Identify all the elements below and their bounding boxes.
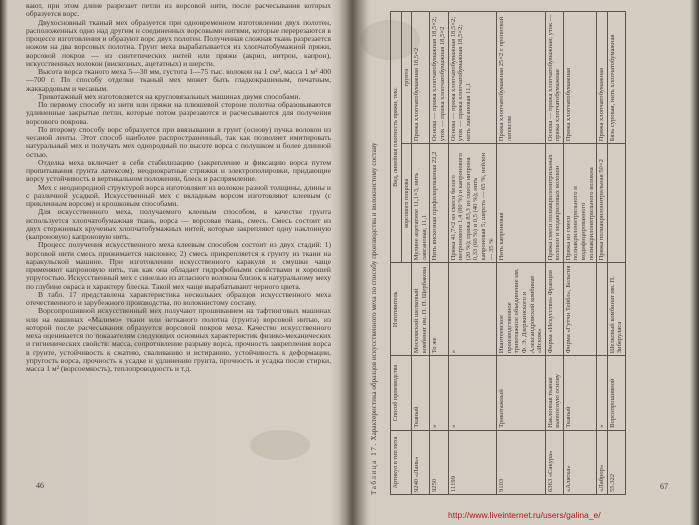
cell-article: 9250 xyxy=(430,430,448,494)
cell-method: Тканый xyxy=(412,356,430,431)
cell-maker: То же xyxy=(430,263,448,356)
cell-ground: Пряжа хлопчатобумажная 25×2 с пропиткой латексом xyxy=(497,12,546,144)
header-article: Артикул и тип меха xyxy=(391,430,412,494)
cell-article: 6363 «Сакура» xyxy=(545,430,563,494)
cell-pile: Пряжа из смеси полиакрилонитрильного и модифицированного полиакрилонитрильного волокна xyxy=(563,144,596,263)
cell-maker: Фирма «Гутчи Тейбл», Бельгия xyxy=(563,263,596,356)
paragraph: В табл. 17 представлена характеристика нескольких образцов искусственного меха отечественного и зарубежного производства, по волокнистому составу. xyxy=(26,289,331,307)
cell-pile xyxy=(607,144,625,263)
cell-article: 55.322 xyxy=(607,430,625,494)
cell-maker: Фирма «Искусство» Франция xyxy=(545,263,563,356)
page-number-right: 67 xyxy=(660,482,668,491)
header-ground: грунта xyxy=(401,12,412,144)
cell-ground: Основа — пряжа хлопчатобумажная 18,5×2; уток — пряжа хлопчатобумажная 18,5×2 xyxy=(430,12,448,144)
paragraph: Двухосновный тканый мех образуется при одновременном изготовлении двух полотен, расположенных одно над другим и соединенных ворсовыми нитями, которые перерезаются в процессе изготовления и образуют ворс двух полотен. Полученная сложная ткань разрезается ножом на два ворсовых полотна. Грунт меха вырабатывается из хлопчатобумажной пряжи, ворсовой покров — из синтетических нитей или пряжи (акрил, нитрон, капрон), искусственных волокон (вискозных, ацетатных) и шерсти. xyxy=(26,17,331,68)
left-page-text xyxy=(26,2,331,470)
cell-pile: Мулине ацетатное 11,1×3, нить лавсановая, 11,1 xyxy=(412,144,430,263)
table-title-tag: Таблица 17. xyxy=(370,442,378,495)
cell-ground: Бязь суровая, нить хлопчатобумажная xyxy=(607,12,625,144)
table-row xyxy=(545,12,563,495)
cell-article: «Аляска» xyxy=(563,430,596,494)
table-row xyxy=(563,12,596,495)
header-maker: Изготовитель xyxy=(391,263,412,356)
cell-pile: Пряжа смеси полиакрилонитрильных волокон и модакриловых волокон xyxy=(545,144,563,263)
cell-ground: Пряжа хлопчатобумажная xyxy=(597,12,608,144)
cell-ground: Основа — пряжа хлопчатобумажная 18,5×2; уток — пряжа хлопчатобумажная 18,5×2; нить лавсановая 11,1 xyxy=(448,12,497,144)
cell-pile: Нить капроновая xyxy=(497,144,546,263)
cell-method: Наклонная тканая вьюносную основу xyxy=(545,356,563,431)
table-row xyxy=(497,12,546,495)
table-title xyxy=(370,15,378,495)
paragraph: По первому способу из нити или пряжи на плюшевой стороне полотна образовываются удлиненные закрытые петли, которые потом разрезаются и расчесываются для получения ворсового покрова. xyxy=(26,100,331,126)
fur-characteristics-table xyxy=(390,11,626,495)
cell-pile: Пряжа 41,7×2 из смеси белого нитронового 1,4 (80 %) и капронового (20 %); пряжа 83,3 из смеси нитрона 0,33 (60 %) и 0,5 (40 %); нить капроновая 5; шерсть — 65 %, нейлон — 35 % xyxy=(448,144,497,263)
cell-method: » xyxy=(597,356,608,431)
header-pile: ворсового покрова xyxy=(401,144,412,263)
paragraph: Отделка меха включает в себя стабилизацию (закрепление и фиксацию ворса путем пропитывания грунта латексом), неоднократные стрижки и электрополировки, придающие ворсу устойчивость в вертикальном положении, блеск и распрямление. xyxy=(26,157,331,184)
cell-maker: Шелковый комбинат им. П. Зиберуласа xyxy=(607,263,625,356)
cell-ground: Основа — пряжа хлопчатобумажная; уток — пряжа хлопчатобумажная xyxy=(545,12,563,144)
table-row xyxy=(412,12,430,495)
cell-article: 9240 «Лань» xyxy=(412,430,430,494)
paragraph: Мех с неоднородной структурой ворса изготовляют из волокон разной толщины, длины и с различной усадкой. Искусственный мех с вкладным ворсом изготовляют клеевым (с прикленным ворсом) и крошковым способами. xyxy=(26,182,331,208)
paragraph: Ворсопрошивной искусственный мех получают прошиванием на тафтинговых машинах или на машинах «Малимо» ткани или нетканого полотна (грунта) ворсовой нитью, из которой после расчесывания образуется ворсовой покров меха. Качество искусственного меха оценивается по показателям следующих основных характеристик физико-механических и гигиенических свойств: масса, сопротивление разрыву ворса, прочность закрепления ворса в грунте, устойчивость к сжатию, сваливанию и истиранию, устойчивость к деформации, упругость ворса, прочность к усадке и удлинению грунта, прочность и усадка после стирки, масса 1 м² (ворсоемкость), теплопроводность и т.д. xyxy=(26,306,331,373)
cell-article: «Лаброр» xyxy=(597,430,608,494)
watermark-url: http://www.liveinternet.ru/users/galina_e/ xyxy=(448,510,601,520)
cell-maker xyxy=(597,263,608,356)
cell-method: » xyxy=(430,356,448,431)
header-composition: Вид, линейная плотность пряжи, текс xyxy=(391,12,402,263)
table-row xyxy=(597,12,608,495)
cell-article: 9103 xyxy=(497,430,546,494)
cell-maker: Ивантеевское производственное трикотажное объединение им. Ф. Э. Дзержинского и Александровский комбинат «Искож» xyxy=(497,263,546,356)
paragraph: Трикотажный мех изготовляется на кругловязальных машинах двумя способами. xyxy=(38,91,301,101)
cell-maker: Московский шелковый комбинат им. П. П. Щербакова xyxy=(412,263,430,356)
table-row xyxy=(430,12,448,495)
cell-maker: » xyxy=(448,263,497,356)
cell-method: » xyxy=(448,356,497,431)
table-row xyxy=(607,12,625,495)
cell-pile: Пряжа полиакрилонитрильная 50×2 xyxy=(597,144,608,263)
table-row xyxy=(448,12,497,495)
cell-ground: Пряжа хлопчатобумажная xyxy=(563,12,596,144)
cell-method: Тканый xyxy=(563,356,596,431)
rotated-table-area xyxy=(368,4,690,499)
header-method: Способ производства xyxy=(391,356,412,431)
paragraph: вают, при этом длине разрезает петли из ворсовой нити, после расчесывания которых образуется ворс. xyxy=(26,2,331,19)
cell-article: 11199 xyxy=(448,430,497,494)
cell-pile: Нить вискозная профилированная 22,2 xyxy=(430,144,448,263)
cell-ground: Пряжа хлопчатобумажная 18,5×2 xyxy=(412,12,430,144)
paragraph: Для искусственного меха, получаемого клеевым способом, в качестве грунта используется хлопчатобумажная ткань, ворса — ворсовая ткань, смесь. Смесь состоит из двух стержневых крученых хлопчатобумажных нитей, которые закрепляют одну наклонную (капроновую) капроновую нить. xyxy=(26,207,331,241)
cell-method: Трикотажный xyxy=(497,356,546,431)
page-number-left: 46 xyxy=(36,481,44,490)
paragraph: Процесс получения искусственного меха клеевым способом состоит из двух стадий: 1) ворсовой нити смесь прижимается наклонно; 2) смесь прикрепляется к грунту из ткани на каракульской машине. При изготовлении искусственного каракуля и смушки чаще применяют капроновую нить, так как она обладает гидрофобными свойствами и хорошей упругостью. Искусственный мех с синелью из атласного волокна близок к натуральному меху по глубине окраса и характеру блеска. Такой мех чаще вырабатывают черного цвета. xyxy=(26,240,331,291)
paragraph: По второму способу ворс образуется при ввязывании в грунт (основу) пучка волокон из чесаной ленты. Этот способ наиболее распространенный, так как позволяет имитировать натуральный мех и получать мех однородный по высоте ворса с полушком и более длинной остью. xyxy=(26,124,331,159)
table-title-text: Характеристика образцов искусственного меха по способу производства и волокнистому составу xyxy=(370,142,378,441)
paragraph: Высота ворса тканого меха 5—30 мм, густота 1—75 тыс. волокон на 1 см², масса 1 м² 400—700 г. По способу отделки тканый мех может быть гладкокрашеным, печатным, жаккардовым и чесаным. xyxy=(26,67,331,93)
cell-method: Ворсопрошивной xyxy=(607,356,625,431)
